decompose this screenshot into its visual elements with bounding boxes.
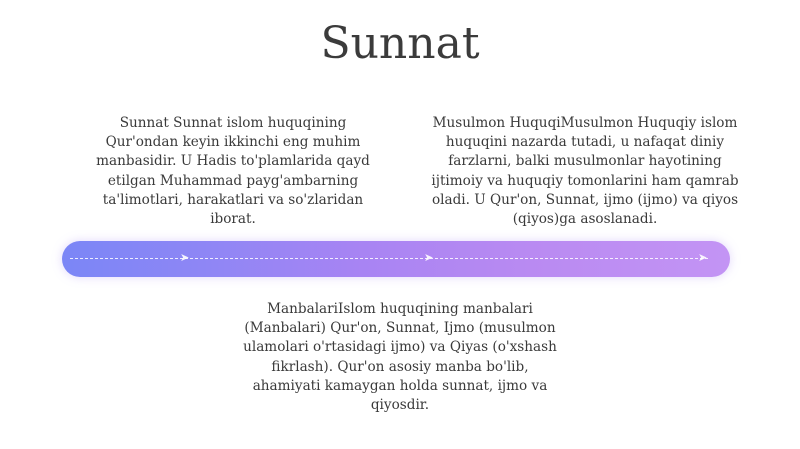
text-block-manbalari: ManbalariIslom huquqining manbalari (Manbalari) Qur'on, Sunnat, Ijmo (musulmon ulamolari o'rtasidagi ijmo) va Qiyas (o'xshash fikrlash). Qur'on asosiy manba bo'lib, ahamiyati kamaygan holda sunnat, ijmo va qiyosdir. bbox=[243, 301, 557, 414]
slide-title: Sunnat bbox=[320, 18, 480, 69]
arrow-right-icon: ➤ bbox=[180, 251, 190, 264]
text-block-sunnat: Sunnat Sunnat islom huquqining Qur'ondan keyin ikkinchi eng muhim manbasidir. U Hadis to'plamlarida qayd etilgan Muhammad payg'ambarning ta'limotlari, harakatlari va so'zlaridan iborat. bbox=[96, 115, 370, 228]
timeline-bar bbox=[62, 241, 730, 277]
timeline-dashed-line bbox=[70, 258, 708, 259]
arrow-right-icon: ➤ bbox=[424, 251, 434, 264]
text-block-musulmon-huquqi: Musulmon HuquqiMusulmon Huquqiy islom huquqini nazarda tutadi, u nafaqat diniy farzlarni, balki musulmonlar hayotining ijtimoiy va huquqiy tomonlarini ham qamrab oladi. U Qur'on, Sunnat, ijmo (ijmo) va qiyos (qiyos)ga asoslanadi. bbox=[431, 115, 739, 228]
arrow-right-icon: ➤ bbox=[698, 251, 708, 264]
